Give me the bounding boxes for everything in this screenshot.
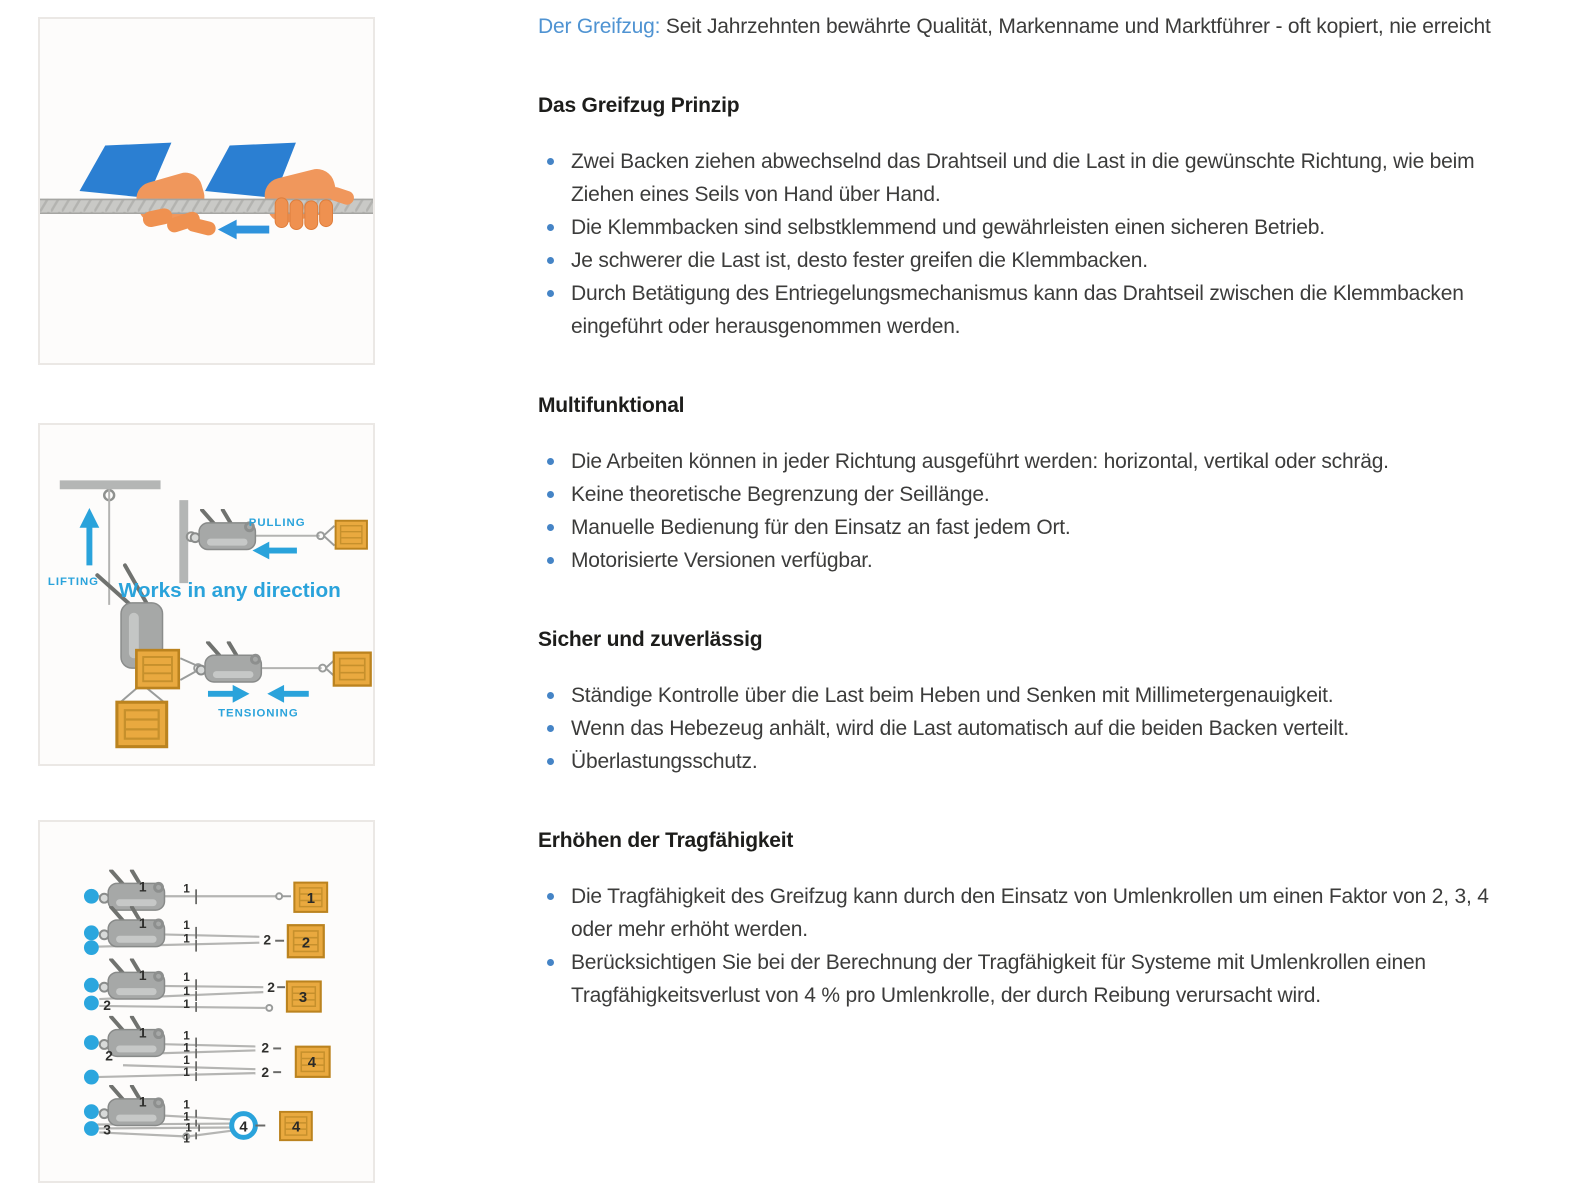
tensioning-scene — [136, 642, 370, 719]
pulley-label: 2 — [267, 979, 275, 996]
pulley-label: 2 — [263, 931, 272, 948]
pull-direction-arrow-icon — [218, 220, 269, 240]
crate-label: 4 — [291, 1119, 301, 1136]
figure-reeving-factors — [38, 820, 375, 1183]
crate-label: 3 — [298, 989, 308, 1006]
bullet-item: Keine theoretische Begrenzung der Seillänge. — [538, 478, 1523, 511]
tensioning-label: TENSIONING — [218, 707, 299, 720]
bullet-list-tragfaehigkeit — [538, 880, 1523, 1012]
bullet-item: Durch Betätigung des Entriegelungsmechanismus kann das Drahtseil zwischen die Klemmbacken eingeführt oder herausgenommen werden. — [538, 277, 1523, 343]
reeving-illustration — [40, 822, 373, 1181]
hoist-icon — [100, 960, 165, 1000]
reeving-row-4 — [84, 1017, 330, 1085]
bullet-item: Zwei Backen ziehen abwechselnd das Drahtseil und die Last in die gewünschte Richtung, wie beim Ziehen eines Seils von Hand über Hand. — [538, 145, 1523, 211]
anchor-dot-icon — [84, 978, 99, 993]
bullet-item: Manuelle Bedienung für den Einsatz an fast jedem Ort. — [538, 511, 1523, 544]
reeving-row-1 — [84, 871, 327, 912]
fall-count-label: 1 — [183, 1040, 190, 1055]
hoist-label: 1 — [138, 967, 147, 984]
figure-hand-over-hand — [38, 17, 375, 365]
reeving-row-5 — [84, 1086, 312, 1145]
bullet-item: Überlastungsschutz. — [538, 745, 1523, 778]
hoist-label: 1 — [138, 1093, 147, 1110]
bullet-item: Je schwerer die Last ist, desto fester greifen die Klemmbacken. — [538, 244, 1523, 277]
bullet-item: Berücksichtigen Sie bei der Berechnung der Tragfähigkeit für Systeme mit Umlenkrollen einen Tragfähigkeitsverlust von 4 % pro Umlenkrolle, der durch Reibung verursacht wird. — [538, 946, 1523, 1012]
hoist-label: 1 — [138, 1024, 147, 1041]
figure-works-in-any-direction — [38, 423, 375, 766]
hoist-icon — [100, 907, 165, 947]
section-heading-prinzip: Das Greifzug Prinzip — [538, 94, 740, 117]
bullet-item: Ständige Kontrolle über die Last beim Heben und Senken mit Millimetergenauigkeit. — [538, 679, 1523, 712]
crate-icon — [336, 521, 367, 549]
fall-count-label: 1 — [185, 1120, 192, 1135]
crate-icon — [334, 653, 371, 686]
fall-count-label: 1 — [183, 1065, 190, 1080]
circled-pulley-label: 4 — [239, 1119, 248, 1136]
wall-icon — [179, 500, 188, 583]
fall-count-label: 1 — [183, 931, 190, 946]
hoist-icon — [100, 871, 165, 911]
bullet-item: Motorisierte Versionen verfügbar. — [538, 544, 1523, 577]
anchor-dot-icon — [84, 1035, 99, 1050]
fall-count-label: 1 — [183, 917, 190, 932]
ceiling-beam-icon — [60, 480, 161, 489]
left-anchor-label: 2 — [103, 996, 111, 1013]
hoist-icon — [100, 1086, 165, 1126]
anchor-dot-icon — [84, 1121, 99, 1136]
hoist-label: 1 — [138, 878, 147, 895]
anchor-dot-icon — [84, 940, 99, 955]
anchor-dot-icon — [84, 996, 99, 1011]
pulling-label: PULLING — [248, 516, 306, 529]
direction-title: Works in any direction — [118, 578, 341, 602]
bullet-item: Die Arbeiten können in jeder Richtung ausgeführt werden: horizontal, vertikal oder schräg. — [538, 445, 1523, 478]
intro-lead: Der Greifzug: — [538, 15, 661, 38]
pulley-label: 2 — [261, 1039, 270, 1056]
fall-count-label: 1 — [183, 1109, 190, 1124]
crate-icon — [136, 650, 178, 688]
crate-label: 4 — [307, 1055, 317, 1072]
pulley-label: 2 — [261, 1064, 270, 1081]
fall-count-label: 1 — [183, 1028, 190, 1043]
crate-label: 2 — [301, 935, 311, 952]
hand-over-hand-illustration — [40, 19, 373, 363]
bullet-list-sicher — [538, 679, 1523, 778]
fall-count-label: 1 — [183, 881, 190, 896]
lifting-scene — [48, 480, 167, 746]
bullet-list-prinzip — [538, 145, 1523, 343]
lifting-label: LIFTING — [47, 576, 99, 589]
bullet-item: Die Tragfähigkeit des Greifzug kann durch den Einsatz von Umlenkrollen um einen Faktor von 2, 3, 4 oder mehr erhöht werden. — [538, 880, 1523, 946]
bullet-item: Die Klemmbacken sind selbstklemmend und gewährleisten einen sicheren Betrieb. — [538, 211, 1523, 244]
crate-icon — [117, 702, 167, 746]
bullet-item: Wenn das Hebezeug anhält, wird die Last automatisch auf die beiden Backen verteilt. — [538, 712, 1523, 745]
bullet-list-multifunktional — [538, 445, 1523, 577]
hoist-label: 1 — [138, 914, 147, 931]
fall-count-label: 1 — [183, 970, 190, 985]
fall-count-label: 1 — [183, 1097, 190, 1112]
anchor-dot-icon — [84, 925, 99, 940]
left-anchor-label: 3 — [103, 1121, 111, 1138]
anchor-dot-icon — [84, 889, 99, 904]
intro-text: Seit Jahrzehnten bewährte Qualität, Markenname und Marktführer - oft kopiert, nie erreicht — [665, 15, 1491, 38]
anchor-dot-icon — [84, 1104, 99, 1119]
section-heading-multifunktional: Multifunktional — [538, 394, 685, 417]
section-heading-sicher: Sicher und zuverlässig — [538, 628, 763, 651]
crate-label: 1 — [306, 891, 316, 908]
left-anchor-label: 2 — [105, 1047, 113, 1064]
fall-count-label: 1 — [183, 996, 190, 1011]
hoist-icon — [191, 510, 256, 550]
hoist-icon — [197, 642, 262, 682]
direction-illustration — [40, 425, 373, 764]
reeving-row-2 — [84, 907, 324, 957]
text-column — [538, 10, 1523, 1012]
fall-count-label: 1 — [183, 1131, 190, 1146]
pulling-scene — [179, 500, 367, 583]
section-heading-tragfaehigkeit: Erhöhen der Tragfähigkeit — [538, 829, 794, 852]
intro-paragraph — [538, 10, 1523, 43]
fall-count-label: 1 — [183, 1053, 190, 1068]
anchor-dot-icon — [84, 1070, 99, 1085]
reeving-row-3 — [84, 960, 321, 1013]
fall-count-label: 1 — [183, 984, 190, 999]
